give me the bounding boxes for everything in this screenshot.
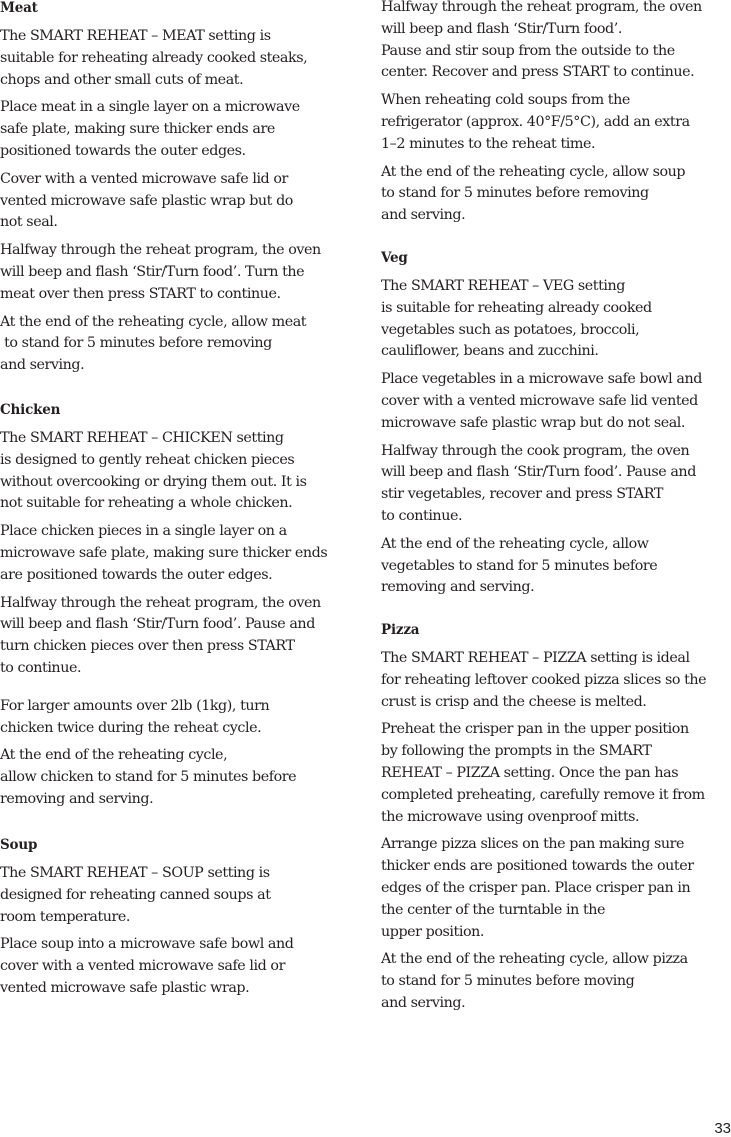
text-line: and serving. bbox=[381, 994, 466, 1011]
section-heading: Pizza bbox=[381, 622, 420, 638]
text-line: vegetables such as potatoes, broccoli, bbox=[381, 321, 640, 338]
page-number: 33 bbox=[714, 1120, 731, 1137]
text-line: to stand for 5 minutes before removing bbox=[381, 185, 649, 202]
text-line: to stand for 5 minutes before moving bbox=[381, 973, 635, 990]
text-line: 1–2 minutes to the reheat time. bbox=[381, 135, 596, 152]
text-line: Cover with a vented microwave safe lid or bbox=[0, 170, 288, 187]
text-line: Halfway through the cook program, the oven bbox=[381, 442, 690, 459]
text-line: Place vegetables in a microwave safe bowl and bbox=[381, 371, 702, 388]
paragraph bbox=[381, 534, 702, 599]
text-line: Place chicken pieces in a single layer on a bbox=[0, 523, 287, 540]
paragraph bbox=[381, 369, 702, 434]
text-line: removing and serving. bbox=[381, 579, 535, 596]
text-line: and serving. bbox=[0, 357, 85, 374]
section-heading: Chicken bbox=[0, 402, 61, 418]
text-line: microwave safe plastic wrap but do not seal. bbox=[381, 414, 686, 431]
text-line: Halfway through the reheat program, the oven bbox=[381, 0, 702, 15]
text-line: suitable for reheating already cooked steaks, bbox=[0, 49, 308, 66]
text-line: At the end of the reheating cycle, allow pizza bbox=[381, 951, 688, 968]
paragraph bbox=[381, 949, 706, 1014]
text-line: chops and other small cuts of meat. bbox=[0, 71, 244, 88]
paragraph bbox=[0, 26, 321, 91]
paragraph bbox=[381, 276, 702, 363]
text-line: meat over then press START to continue. bbox=[0, 285, 281, 302]
paragraph bbox=[381, 162, 702, 227]
section-veg bbox=[381, 247, 702, 605]
text-line: At the end of the reheating cycle, allow bbox=[381, 535, 649, 552]
text-line: microwave safe plate, making sure thicker ends bbox=[0, 544, 328, 561]
text-line: to stand for 5 minutes before removing bbox=[0, 335, 272, 352]
text-line: At the end of the reheating cycle, bbox=[0, 747, 228, 764]
text-line: The SMART REHEAT – SOUP setting is bbox=[0, 865, 270, 881]
text-line: cauliflower, beans and zucchini. bbox=[381, 343, 599, 360]
text-line: removing and serving. bbox=[0, 790, 154, 807]
text-line: center. Recover and press START to continue. bbox=[381, 64, 695, 81]
section-heading: Veg bbox=[381, 250, 408, 266]
section-soup-continued bbox=[381, 0, 702, 233]
text-line: Halfway through the reheat program, the oven bbox=[0, 594, 321, 611]
section-meat bbox=[0, 0, 321, 383]
text-line: upper position. bbox=[381, 923, 484, 940]
text-line: designed for reheating canned soups at bbox=[0, 886, 271, 903]
paragraph bbox=[0, 240, 321, 305]
paragraph bbox=[0, 696, 327, 740]
text-line: will beep and flash ‘Stir/Turn food’. Pause and bbox=[0, 616, 315, 633]
paragraph bbox=[381, 834, 706, 943]
text-line: positioned towards the outer edges. bbox=[0, 142, 246, 159]
paragraph bbox=[381, 0, 702, 84]
section-chicken bbox=[0, 399, 327, 817]
text-line: to continue. bbox=[0, 659, 82, 676]
paragraph bbox=[0, 863, 293, 928]
text-line: not suitable for reheating a whole chicken. bbox=[0, 495, 293, 512]
text-line: not seal. bbox=[0, 214, 58, 231]
text-line: stir vegetables, recover and press START bbox=[381, 486, 663, 503]
paragraph bbox=[0, 593, 327, 680]
text-line: is designed to gently reheat chicken pieces bbox=[0, 451, 295, 468]
text-line: Place meat in a single layer on a microwave bbox=[0, 99, 300, 116]
text-line: thicker ends are positioned towards the outer bbox=[381, 858, 694, 875]
text-line: Preheat the crisper pan in the upper position bbox=[381, 721, 689, 738]
text-line: room temperature. bbox=[0, 908, 131, 925]
text-line: allow chicken to stand for 5 minutes before bbox=[0, 769, 297, 786]
text-line: will beep and flash ‘Stir/Turn food’. Turn the bbox=[0, 263, 305, 280]
text-line: REHEAT – PIZZA setting. Once the pan has bbox=[381, 764, 679, 781]
paragraph bbox=[0, 934, 293, 999]
text-line: edges of the crisper pan. Place crisper pan in bbox=[381, 879, 691, 896]
text-line: The SMART REHEAT – PIZZA setting is ideal bbox=[381, 650, 690, 666]
paragraph bbox=[0, 169, 321, 234]
section-heading: Soup bbox=[0, 837, 38, 853]
text-line: the center of the turntable in the bbox=[381, 901, 606, 918]
paragraph bbox=[381, 441, 702, 528]
section-heading: Meat bbox=[0, 0, 38, 16]
text-line: At the end of the reheating cycle, allow soup bbox=[381, 163, 686, 180]
paragraph bbox=[0, 745, 327, 810]
text-line: by following the prompts in the SMART bbox=[381, 743, 652, 760]
text-line: will beep and flash ‘Stir/Turn food’. bbox=[381, 20, 622, 37]
text-line: The SMART REHEAT – MEAT setting is bbox=[0, 28, 271, 44]
text-line: Halfway through the reheat program, the oven bbox=[0, 242, 321, 259]
text-line: safe plate, making sure thicker ends are bbox=[0, 121, 275, 138]
text-line: For larger amounts over 2lb (1kg), turn bbox=[0, 697, 270, 714]
text-line: to continue. bbox=[381, 507, 463, 524]
text-line: Pause and stir soup from the outside to the bbox=[381, 42, 675, 59]
paragraph bbox=[381, 648, 706, 713]
text-line: At the end of the reheating cycle, allow meat bbox=[0, 313, 307, 330]
section-pizza bbox=[381, 619, 706, 1021]
text-line: turn chicken pieces over then press START bbox=[0, 638, 295, 655]
text-line: refrigerator (approx. 40°F/5°C), add an extra bbox=[381, 113, 690, 130]
paragraph bbox=[0, 97, 321, 162]
section-soup bbox=[0, 834, 293, 1006]
text-line: vegetables to stand for 5 minutes before bbox=[381, 557, 658, 574]
text-line: When reheating cold soups from the bbox=[381, 92, 630, 109]
text-line: cover with a vented microwave safe lid or bbox=[0, 958, 285, 975]
text-line: vented microwave safe plastic wrap but do bbox=[0, 192, 293, 209]
text-line: for reheating leftover cooked pizza slices so the bbox=[381, 671, 707, 688]
text-line: the microwave using ovenproof mitts. bbox=[381, 808, 640, 825]
text-line: The SMART REHEAT – VEG setting bbox=[381, 278, 625, 294]
paragraph bbox=[381, 719, 706, 828]
text-line: cover with a vented microwave safe lid vented bbox=[381, 392, 698, 409]
text-line: without overcooking or drying them out. It is bbox=[0, 473, 307, 490]
text-line: is suitable for reheating already cooked bbox=[381, 299, 652, 316]
text-line: are positioned towards the outer edges. bbox=[0, 566, 273, 583]
text-line: and serving. bbox=[381, 207, 466, 224]
paragraph bbox=[0, 428, 327, 515]
text-line: completed preheating, carefully remove it from bbox=[381, 786, 705, 803]
paragraph bbox=[0, 521, 327, 586]
text-line: The SMART REHEAT – CHICKEN setting bbox=[0, 430, 284, 446]
text-line: Place soup into a microwave safe bowl and bbox=[0, 936, 294, 953]
text-line: Arrange pizza slices on the pan making sure bbox=[381, 836, 685, 853]
text-line: crust is crisp and the cheese is melted. bbox=[381, 693, 647, 710]
text-line: vented microwave safe plastic wrap. bbox=[0, 979, 250, 996]
text-line: will beep and flash ‘Stir/Turn food’. Pause and bbox=[381, 464, 696, 481]
text-line: chicken twice during the reheat cycle. bbox=[0, 719, 262, 736]
paragraph bbox=[0, 312, 321, 377]
paragraph bbox=[381, 90, 702, 155]
